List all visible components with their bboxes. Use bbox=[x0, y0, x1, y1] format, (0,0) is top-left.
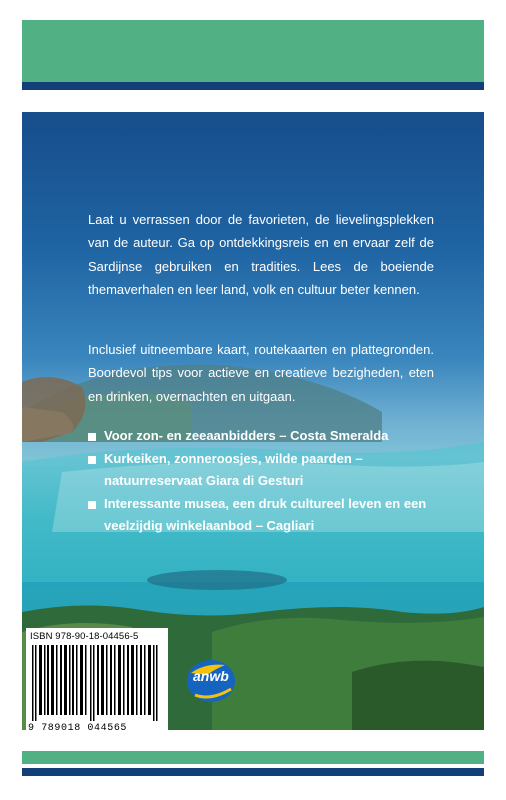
contents-paragraph: Inclusief uitneembare kaart, routekaarten en plattegronden. Boordevol tips voor actieve en creatieve bezigheden, eten en drinken, overnachten en uitgaan. bbox=[88, 342, 434, 404]
highlights-list bbox=[88, 425, 448, 538]
barcode-panel bbox=[26, 628, 168, 739]
list-item: Interessante musea, een druk cultureel leven en een veelzijdig winkelaanbod – Cagliari bbox=[88, 493, 448, 538]
bottom-green-band bbox=[22, 751, 484, 764]
barcode-icon bbox=[32, 645, 162, 721]
list-item: Voor zon- en zeeaanbidders – Costa Smeralda bbox=[88, 425, 448, 448]
bottom-navy-line bbox=[22, 768, 484, 776]
list-item: Kurkeiken, zonneroosjes, wilde paarden – natuurreservaat Giara di Gesturi bbox=[88, 448, 448, 493]
isbn-label: ISBN 978-90-18-04456-5 bbox=[30, 631, 139, 642]
bullet-square-icon bbox=[88, 501, 96, 509]
intro-text: Laat u verrassen door de favorieten, de lievelingsplekken van de auteur. Ga op ontdekkingsreis en en ervaar zelf de Sardijnse gebruiken en tradities. Lees de boeiende themaverhalen en leer land, volk en cultuur beter kennen. bbox=[88, 212, 434, 298]
top-green-band bbox=[22, 20, 484, 82]
logo-text: anwb bbox=[193, 668, 229, 684]
intro-paragraph bbox=[88, 208, 434, 302]
top-navy-line bbox=[22, 82, 484, 90]
barcode-number: 9 789018 044565 bbox=[28, 723, 128, 734]
bullet-square-icon bbox=[88, 433, 96, 441]
bullet-square-icon bbox=[88, 456, 96, 464]
